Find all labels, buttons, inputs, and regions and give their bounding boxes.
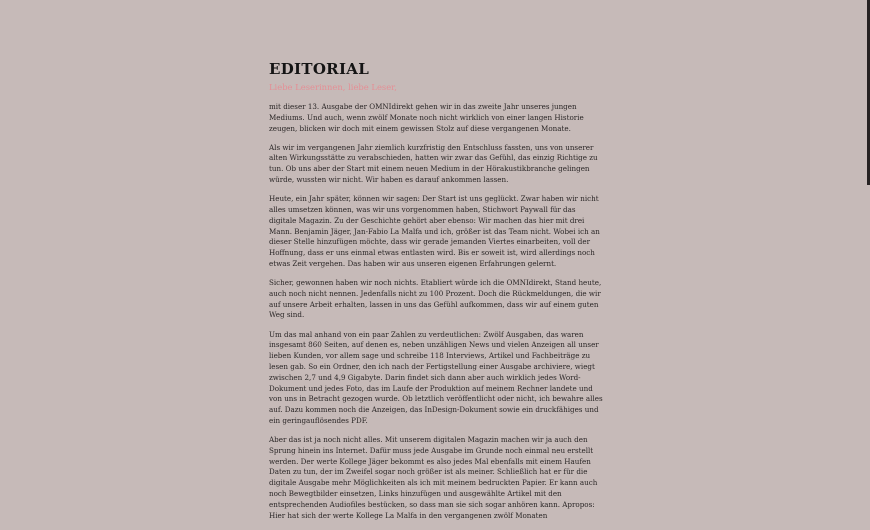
paragraph: Heute, ein Jahr später, können wir sagen: Der Start ist uns geglückt. Zwar haben wir nicht alles umsetzen können, was wir uns vorgenommen haben, Stichwort Paywall für das digitale Magazin. Zu der Geschichte gehört aber ebenso: Wir machen das hier mit drei Mann. Benjamin Jäger, Jan-Fabio La Malfa und ich, größer ist das Team nicht. Wobei ich an dieser Stelle hinzufügen möchte, dass wir gerade jemanden Viertes einarbeiten, voll der Hoffnung, dass er uns einmal etwas entlasten wird. Bis er soweit ist, wird allerdings noch etwas Zeit vergehen. Das haben wir aus unseren eigenen Erfahrungen gelernt. (269, 194, 600, 268)
paragraph: Sicher, gewonnen haben wir noch nichts. Etabliert würde ich die OMNIdirekt, Stand heute, auch noch nicht nennen. Jedenfalls nicht zu 100 Prozent. Doch die Rückmeldungen, die wir auf unsere Arbeit erhalten, lassen in uns das Gefühl aufkommen, dass wir auf einem guten Weg sind. (269, 278, 602, 320)
vertical-scrollbar[interactable] (866, 0, 870, 490)
paragraph: Als wir im vergangenen Jahr ziemlich kurzfristig den Entschluss fassten, uns von unserer alten Wirkungsstätte zu verabschieden, hatten wir zwar das Gefühl, das einzig Richtige zu tun. Ob uns aber der Start mit einem neuen Medium in der Hörakustikbranche gelingen würde, wussten wir nicht. Wir haben es darauf ankommen lassen. (269, 142, 598, 185)
paragraph: Aber das ist ja noch nicht alles. Mit unserem digitalen Magazin machen wir ja auch den Sprung hinein ins Internet. Dafür muss jede Ausgabe im Grunde noch einmal neu erstellt werden. Der werte Kollege Jäger bekommt es also jedes Mal ebenfalls mit einem Haufen Daten zu tun, der im Zweifel sogar noch größer ist als meiner. Schließlich hat er für die digitale Ausgabe mehr Möglichkeiten als ich mit meinem bedruckten Papier. Er kann auch noch Bewegtbilder einsetzen, Links hinzufügen und ausgewählte Artikel mit den entsprechenden Audiofiles bestücken, so dass man sie sich sogar anhören kann. Apropos: Hier hat sich der werte Kollege La Malfa in den vergangenen zwölf Monaten (269, 435, 598, 520)
paragraph: mit dieser 13. Ausgabe der OMNIdirekt gehen wir in das zweite Jahr unseres jungen Mediums. Und auch, wenn zwölf Monate noch nicht wirklich von einer langen Historie zeugen, blicken wir doch mit einem gewissen Stolz auf diese vergangenen Monate. (269, 102, 584, 133)
editorial-article (269, 60, 604, 530)
paragraph: Um das mal anhand von ein paar Zahlen zu verdeutlichen: Zwölf Ausgaben, das waren insgesamt 860 Seiten, auf denen es, neben unzähligen News und vielen Anzeigen all unser lieben Kunden, vor allem sage und schreibe 118 Interviews, Artikel und Fachbeiträge zu lesen gab. So ein Ordner, den ich nach der Fertigstellung einer Ausgabe archiviere, wiegt zwischen 2,7 und 4,9 Gigabyte. Darin findet sich dann aber auch wirklich jedes Word-Dokument und jedes Foto, das im Laufe der Produktion auf meinem Rechner landete und von uns in Betracht gezogen wurde. Ob letztlich veröffentlicht oder nicht, ich bewahre alles auf. Dazu kommen noch die Anzeigen, das InDesign-Dokument sowie ein druckfähiges und ein geringauflösendes PDF. (269, 329, 603, 425)
salutation: Liebe Leserinnen, liebe Leser, (269, 82, 397, 92)
page-title: EDITORIAL (269, 60, 370, 78)
